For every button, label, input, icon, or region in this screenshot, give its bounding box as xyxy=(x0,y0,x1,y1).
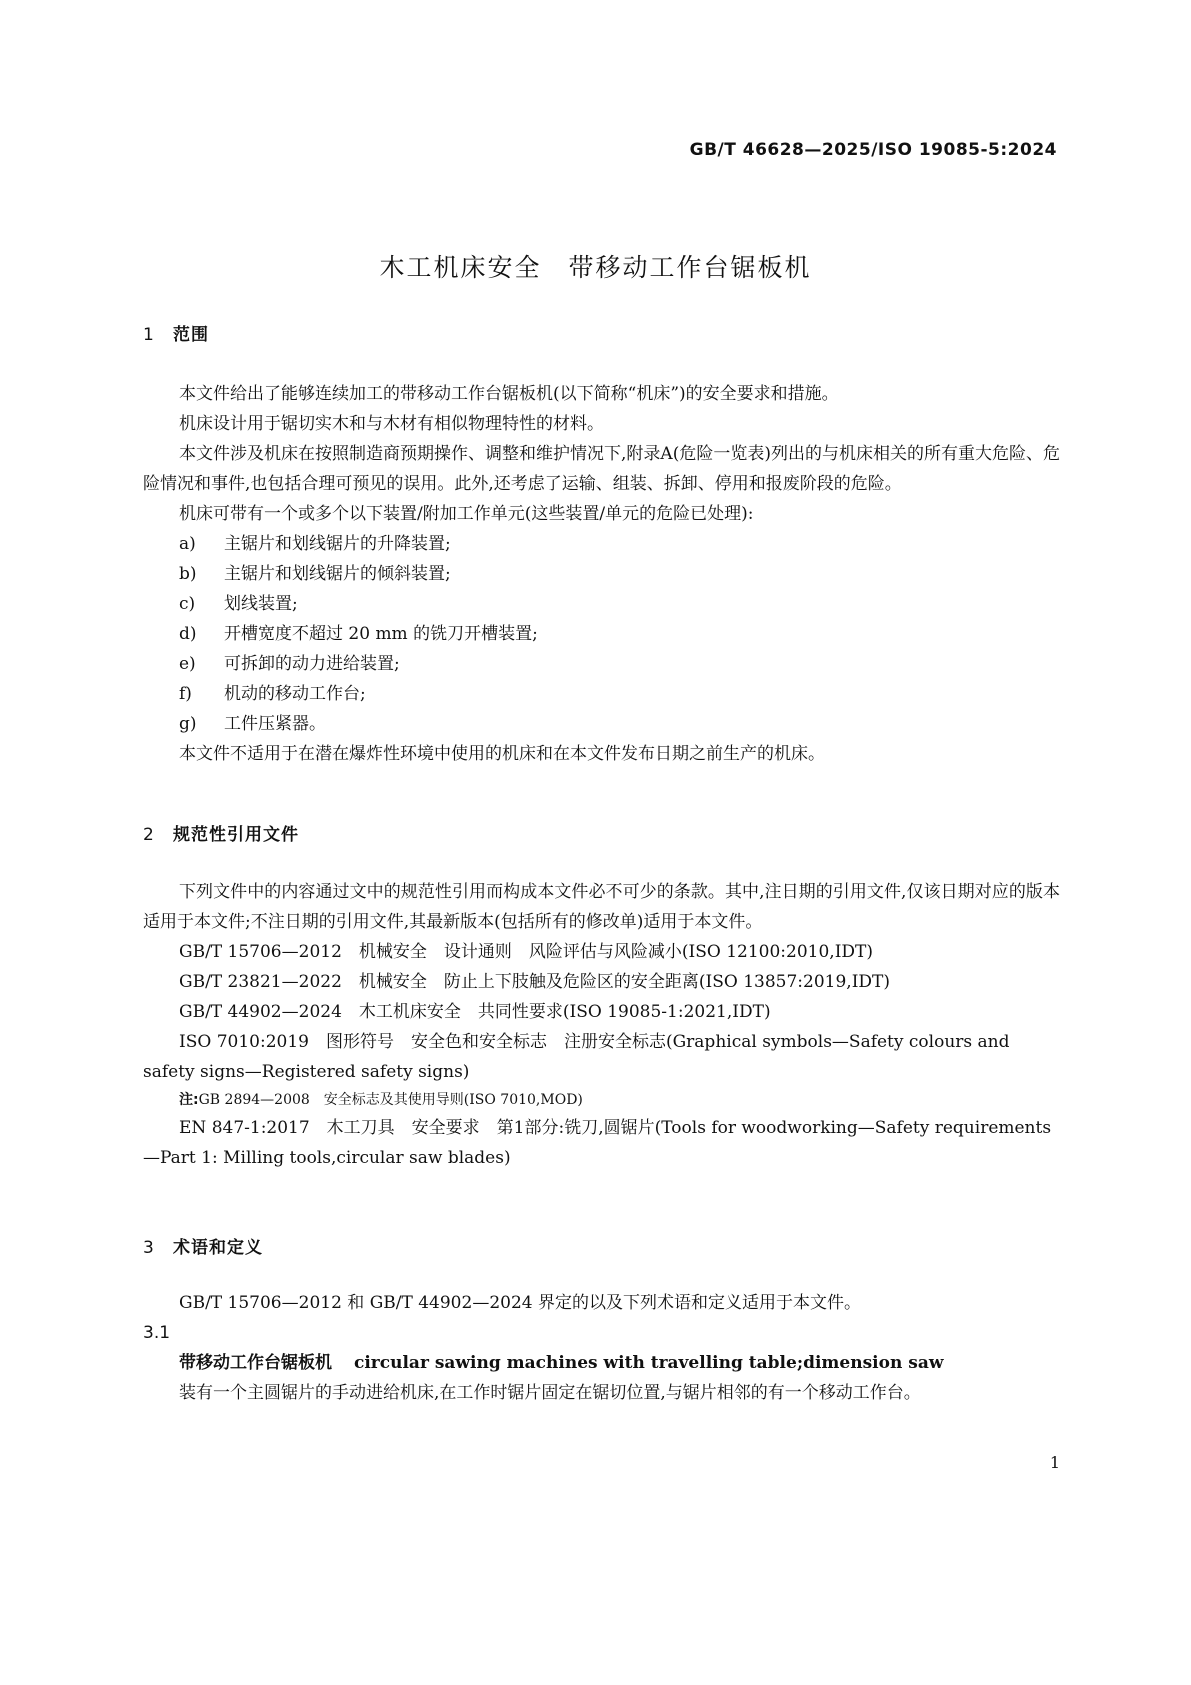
standard-code: GB/T 46628—2025/ISO 19085-5:2024 xyxy=(689,140,1057,160)
list-marker: d) xyxy=(179,624,197,644)
list-text: 可拆卸的动力进给装置; xyxy=(224,654,400,674)
note-text: GB 2894—2008 安全标志及其使用导则(ISO 7010,MOD) xyxy=(198,1092,583,1108)
reference-entry: EN 847-1:2017 木工刀具 安全要求 第1部分:铣刀,圆锯片(Tools for woodworking—Safety requirements—Part 1: Milling tools,circular saw blades) xyxy=(143,1118,1052,1168)
note-label: 注: xyxy=(179,1092,199,1108)
list-marker: e) xyxy=(179,654,196,674)
list-item xyxy=(143,529,1060,559)
section-terms xyxy=(143,1233,1060,1263)
section-number: 3 xyxy=(143,1238,155,1258)
term-title xyxy=(143,1348,1060,1378)
section-scope-body xyxy=(143,379,1060,769)
list-marker: g) xyxy=(179,714,197,734)
section-number: 1 xyxy=(143,325,155,345)
section-terms-body xyxy=(143,1288,1060,1408)
term-english: circular sawing machines with travelling table;dimension saw xyxy=(354,1353,944,1373)
list-marker: f) xyxy=(179,684,192,704)
list-item xyxy=(143,649,1060,679)
list-text: 开槽宽度不超过 20 mm 的铣刀开槽装置; xyxy=(224,624,538,644)
section-title: 规范性引用文件 xyxy=(173,825,299,845)
paragraph: GB/T 15706—2012 和 GB/T 44902—2024 界定的以及下列术语和定义适用于本文件。 xyxy=(179,1293,861,1313)
list-marker: a) xyxy=(179,534,196,554)
term-definition: 装有一个主圆锯片的手动进给机床,在工作时锯片固定在锯切位置,与锯片相邻的有一个移动工作台。 xyxy=(179,1383,921,1403)
list-item xyxy=(143,559,1060,589)
section-normative-references xyxy=(143,820,1060,850)
list-text: 机动的移动工作台; xyxy=(224,684,366,704)
section-references-body xyxy=(143,877,1060,1173)
list-text: 主锯片和划线锯片的升降装置; xyxy=(224,534,451,554)
section-number: 2 xyxy=(143,825,155,845)
section-heading-references xyxy=(143,820,1060,850)
term-number: 3.1 xyxy=(143,1323,171,1343)
section-title: 范围 xyxy=(173,325,209,345)
list-marker: c) xyxy=(179,594,196,614)
reference-entry: GB/T 15706—2012 机械安全 设计通则 风险评估与风险减小(ISO 12100:2010,IDT) xyxy=(179,942,874,962)
paragraph: 本文件涉及机床在按照制造商预期操作、调整和维护情况下,附录A(危险一览表)列出的与机床相关的所有重大危险、危险情况和事件,也包括合理可预见的误用。此外,还考虑了运输、组装、拆卸、停用和报废阶段的危险。 xyxy=(143,444,1060,494)
reference-entry: ISO 7010:2019 图形符号 安全色和安全标志 注册安全标志(Graphical symbols—Safety colours and safety signs—Registered safety signs) xyxy=(143,1032,1010,1082)
reference-entry: GB/T 44902—2024 木工机床安全 共同性要求(ISO 19085-1:2021,IDT) xyxy=(179,1002,771,1022)
section-heading-terms xyxy=(143,1233,1060,1263)
paragraph: 机床设计用于锯切实木和与木材有相似物理特性的材料。 xyxy=(179,414,604,434)
list-text: 工件压紧器。 xyxy=(224,714,326,734)
list-item xyxy=(143,589,1060,619)
list-item xyxy=(143,619,1060,649)
list-item xyxy=(143,679,1060,709)
document-title: 木工机床安全 带移动工作台锯板机 xyxy=(379,253,812,282)
page-number: 1 xyxy=(1049,1453,1060,1472)
list-item xyxy=(143,709,1060,739)
paragraph: 本文件不适用于在潜在爆炸性环境中使用的机床和在本文件发布日期之前生产的机床。 xyxy=(179,744,825,764)
list-text: 主锯片和划线锯片的倾斜装置; xyxy=(224,564,451,584)
list-text: 划线装置; xyxy=(224,594,298,614)
reference-entry: GB/T 23821—2022 机械安全 防止上下肢触及危险区的安全距离(ISO 13857:2019,IDT) xyxy=(179,972,891,992)
section-scope xyxy=(143,320,1060,350)
paragraph: 下列文件中的内容通过文中的规范性引用而构成本文件必不可少的条款。其中,注日期的引用文件,仅该日期对应的版本适用于本文件;不注日期的引用文件,其最新版本(包括所有的修改单)适用于本文件。 xyxy=(143,882,1060,932)
note xyxy=(143,1087,1060,1113)
paragraph: 机床可带有一个或多个以下装置/附加工作单元(这些装置/单元的危险已处理): xyxy=(179,504,754,524)
list-marker: b) xyxy=(179,564,197,584)
section-heading-scope xyxy=(143,320,1060,350)
term-chinese: 带移动工作台锯板机 xyxy=(179,1353,332,1373)
section-title: 术语和定义 xyxy=(173,1238,263,1258)
paragraph: 本文件给出了能够连续加工的带移动工作台锯板机(以下简称“机床”)的安全要求和措施。 xyxy=(179,384,839,404)
